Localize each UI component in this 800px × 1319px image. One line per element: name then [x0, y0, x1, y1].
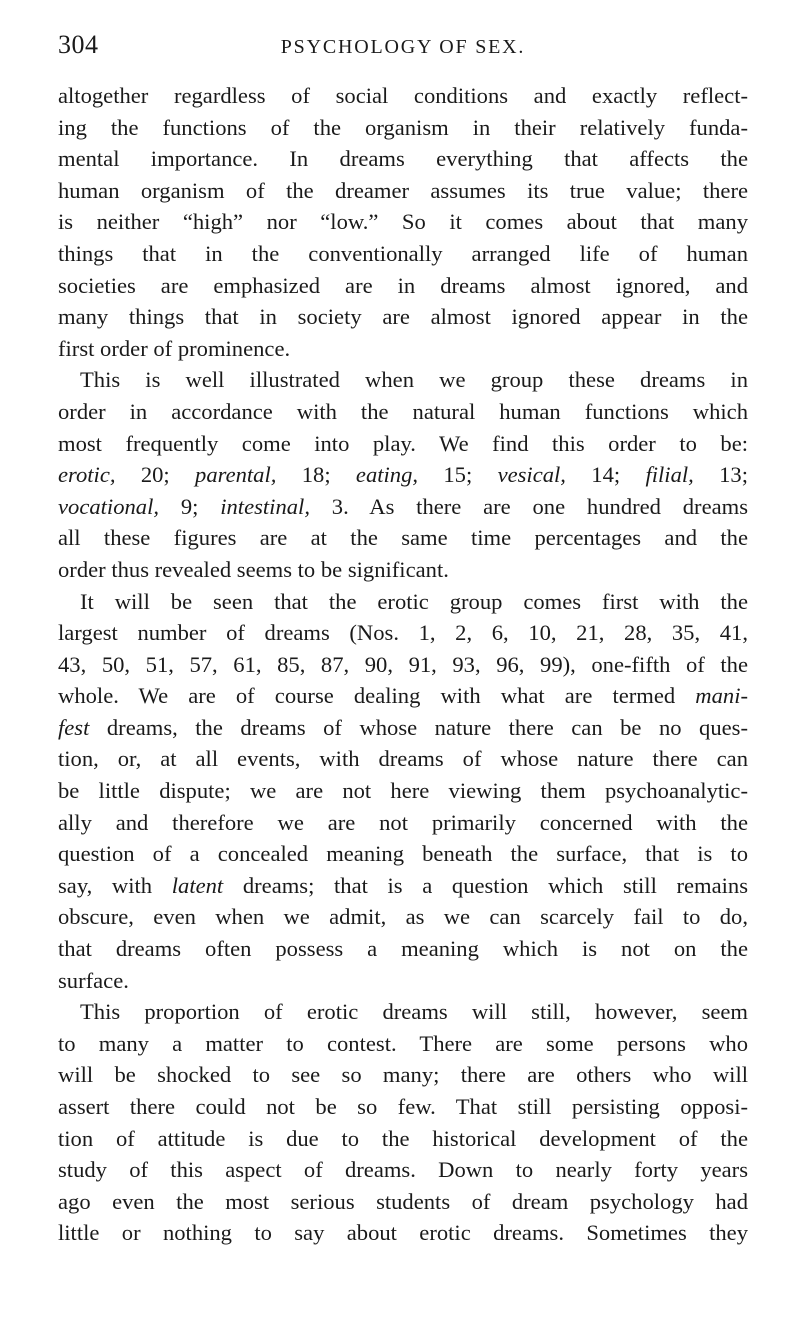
text-line: will be shocked to see so many; there are others who will	[58, 1062, 748, 1088]
text-line: is neither “high” nor “low.” So it comes about that many	[58, 209, 748, 235]
text-line: mental importance. In dreams everything that affects the	[58, 146, 748, 172]
text-line: This is well illustrated when we group these dreams in	[80, 367, 748, 393]
text-line: little or nothing to say about erotic dreams. Sometimes they	[58, 1220, 748, 1246]
text-line: that dreams often possess a meaning which is not on the	[58, 936, 748, 962]
text-line: human organism of the dreamer assumes its true value; there	[58, 177, 748, 203]
text-line: fest dreams, the dreams of whose nature there can be no ques-	[58, 714, 748, 740]
text-line: obscure, even when we admit, as we can scarcely fail to do,	[58, 904, 748, 930]
text-line: first order of prominence.	[58, 335, 291, 361]
text-line: study of this aspect of dreams. Down to nearly forty years	[58, 1157, 748, 1183]
text-line: assert there could not be so few. That still persisting opposi-	[58, 1094, 748, 1119]
running-head	[58, 30, 748, 70]
text-line: erotic, 20; parental, 18; eating, 15; vesical, 14; filial, 13;	[58, 462, 749, 488]
text-line: order thus revealed seems to be significant.	[58, 556, 449, 582]
text-line: many things that in society are almost ignored appear in the	[58, 304, 748, 330]
text-line: whole. We are of course dealing with what are termed mani-	[58, 683, 748, 709]
text-line: This proportion of erotic dreams will still, however, seem	[80, 999, 748, 1025]
text-line: societies are emphasized are in dreams almost ignored, and	[58, 272, 748, 298]
running-title: PSYCHOLOGY OF SEX.	[280, 36, 526, 58]
text-line: altogether regardless of social conditions and exactly reflect-	[58, 83, 748, 108]
text-line: be little dispute; we are not here viewing them psychoanalytic-	[58, 778, 748, 804]
text-line: ago even the most serious students of dream psychology had	[58, 1188, 748, 1214]
text-line: It will be seen that the erotic group comes first with the	[80, 588, 748, 614]
text-line: vocational, 9; intestinal, 3. As there are one hundred dreams	[58, 493, 749, 519]
text-line: tion of attitude is due to the historical development of the	[58, 1125, 748, 1151]
text-line: things that in the conventionally arranged life of human	[58, 240, 748, 266]
text-line: question of a concealed meaning beneath the surface, that is to	[58, 841, 748, 867]
text-line: largest number of dreams (Nos. 1, 2, 6, 10, 21, 28, 35, 41,	[58, 620, 748, 646]
text-line: say, with latent dreams; that is a question which still remains	[58, 872, 749, 898]
page-number: 304	[58, 30, 99, 59]
text-line: ing the functions of the organism in their relatively funda-	[58, 114, 748, 140]
text-line: 43, 50, 51, 57, 61, 85, 87, 90, 91, 93, 96, 99), one-fifth of the	[58, 651, 748, 677]
text-line: all these figures are at the same time percentages and the	[58, 525, 748, 551]
text-line: to many a matter to contest. There are some persons who	[58, 1030, 748, 1056]
body-text	[58, 80, 748, 1249]
text-line: surface.	[58, 967, 129, 993]
text-line: order in accordance with the natural human functions which	[58, 398, 748, 424]
text-line: most frequently come into play. We find this order to be:	[58, 430, 748, 456]
text-line: ally and therefore we are not primarily concerned with the	[58, 809, 748, 835]
text-line: tion, or, at all events, with dreams of whose nature there can	[58, 746, 748, 772]
